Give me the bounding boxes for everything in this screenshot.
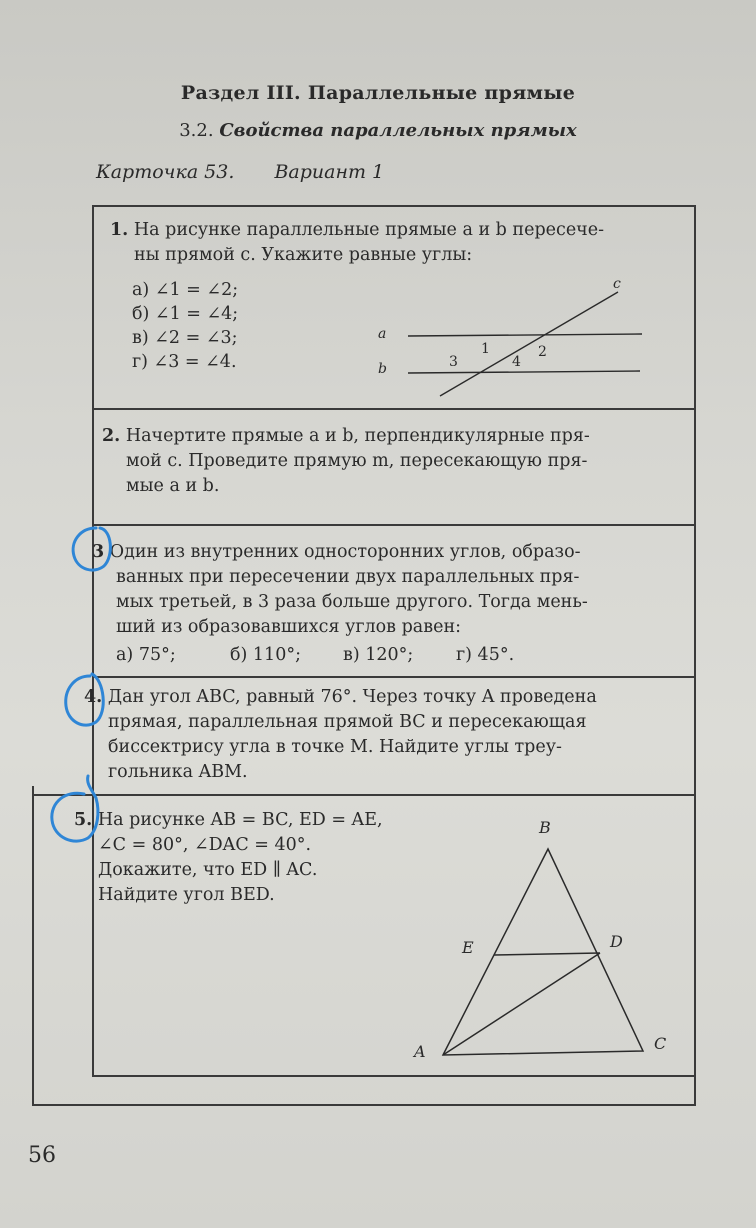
pen-circle-task3: [73, 528, 110, 570]
task5-line2: ∠C = 80°, ∠DAC = 40°.: [98, 835, 312, 855]
task3-number: 3: [92, 542, 105, 562]
fig1-label-b: b: [378, 361, 387, 377]
task4-line3: биссектрису угла в точке M. Найдите углы треу-: [108, 737, 562, 757]
task2-number: 2.: [102, 426, 121, 446]
task3-line1: Один из внутренних односторонних углов, образо-: [109, 542, 581, 562]
fig1-label-c: c: [613, 276, 621, 292]
fig1-angle-2: 2: [538, 344, 547, 360]
task1-number: 1.: [110, 220, 129, 240]
fig1-line-b: [408, 371, 640, 373]
task1-line1: На рисунке параллельные прямые a и b пересече-: [133, 220, 605, 240]
page-number: 56: [28, 1143, 56, 1168]
task4-number: 4.: [84, 687, 103, 707]
fig5-label-E: E: [462, 938, 474, 957]
pen-circle-task5: [52, 776, 98, 841]
fig5-triangle-abc: [443, 849, 643, 1055]
fig5-segment-ad: [443, 953, 600, 1055]
fig5-label-D: D: [610, 932, 623, 951]
variant-label: Вариант 1: [274, 161, 385, 183]
task1-option-a: а) ∠1 = ∠2;: [132, 280, 239, 300]
subsection-title: Свойства параллельных прямых: [219, 120, 577, 141]
task1-option-d: г) ∠3 = ∠4.: [132, 352, 237, 372]
task5-line4: Найдите угол BED.: [98, 885, 275, 905]
task2-line2: мой c. Проведите прямую m, пересекающую пря-: [126, 451, 588, 471]
task3-option-d: г) 45°.: [456, 645, 515, 665]
card-number: Карточка 53.: [96, 161, 235, 183]
task3-line2: ванных при пересечении двух параллельных пря-: [116, 567, 580, 587]
pen-circle-task4: [66, 674, 103, 725]
task1-line2: ны прямой c. Укажите равные углы:: [134, 245, 473, 265]
task5-number: 5.: [74, 810, 93, 830]
task2-line3: мые a и b.: [126, 476, 220, 496]
task4-line4: гольника ABM.: [108, 762, 248, 782]
task5-line1: На рисунке AB = BC, ED = AE,: [97, 810, 383, 830]
task4-line1: Дан угол ABC, равный 76°. Через точку A проведена: [107, 687, 597, 707]
fig5-segment-ed: [494, 953, 600, 955]
subsection-number: 3.2.: [179, 120, 214, 141]
fig1-line-a: [408, 334, 642, 336]
fig1-angle-1: 1: [481, 341, 490, 357]
task1-option-b: б) ∠1 = ∠4;: [132, 304, 239, 324]
fig1-angle-4: 4: [512, 354, 521, 370]
fig1-label-a: a: [378, 326, 387, 342]
fig5-label-B: B: [539, 818, 551, 837]
task3-option-b: б) 110°;: [230, 645, 301, 665]
task3-line3: мых третьей, в 3 раза больше другого. Тогда мень-: [116, 592, 588, 612]
task4-line2: прямая, параллельная прямой BC и пересекающая: [108, 712, 587, 732]
task3-option-c: в) 120°;: [343, 645, 414, 665]
fig1-line-c: [440, 292, 618, 396]
task3-option-a: а) 75°;: [116, 645, 176, 665]
task5-line3: Докажите, что ED ∥ AC.: [98, 860, 318, 880]
section-heading: Раздел III. Параллельные прямые: [180, 82, 576, 104]
fig1-angle-3: 3: [449, 354, 458, 370]
task3-line4: ший из образовавшихся углов равен:: [116, 617, 462, 637]
task1-option-c: в) ∠2 = ∠3;: [132, 328, 238, 348]
fig5-label-C: C: [654, 1034, 667, 1053]
fig5-label-A: A: [414, 1042, 426, 1061]
task2-line1: Начертите прямые a и b, перпендикулярные пря-: [125, 426, 590, 446]
